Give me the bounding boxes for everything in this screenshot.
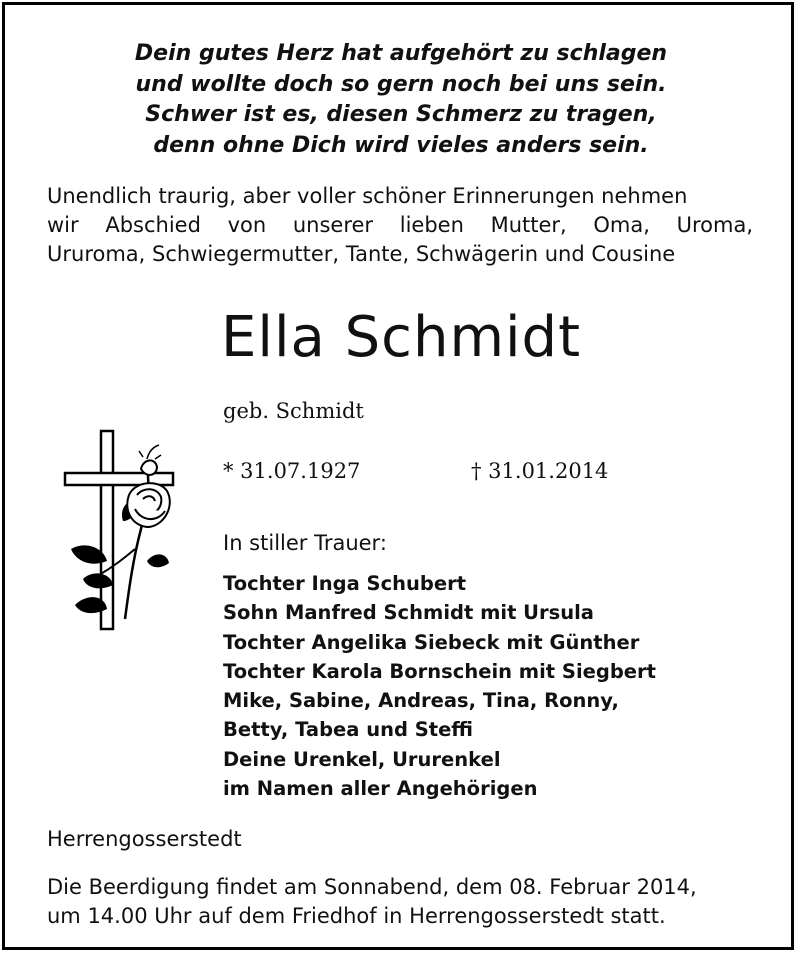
poem	[5, 39, 797, 161]
mourner-line: Tochter Angelika Siebeck mit Günther	[223, 630, 640, 654]
cross-with-rose-icon	[63, 429, 183, 635]
birth-date: * 31.07.1927	[223, 459, 361, 483]
mourner-line: Tochter Karola Bornschein mit Siegbert	[223, 659, 656, 683]
funeral-line: um 14.00 Uhr auf dem Friedhof in Herrengosserstedt statt.	[47, 904, 666, 928]
intro-line: Unendlich traurig, aber voller schöner Erinnerungen nehmen	[47, 184, 688, 208]
maiden-name: geb. Schmidt	[223, 399, 364, 423]
mourner-line: Tochter Inga Schubert	[223, 572, 467, 595]
funeral-notice	[47, 873, 697, 931]
intro-line: wir Abschied von unserer lieben Mutter, Oma, Uroma,	[47, 213, 753, 237]
intro-line: Ururoma, Schwiegermutter, Tante, Schwägerin und Cousine	[47, 242, 676, 266]
poem-line: Schwer ist es, diesen Schmerz zu tragen,	[145, 102, 657, 127]
mourner-line: im Namen aller Angehörigen	[223, 777, 538, 801]
mourning-heading: In stiller Trauer:	[223, 531, 387, 555]
obituary-frame	[2, 2, 794, 950]
deceased-name: Ella Schmidt	[221, 305, 582, 370]
mourners-list	[223, 569, 656, 803]
mourner-line: Betty, Tabea und Steffi	[223, 718, 474, 742]
funeral-line: Die Beerdigung findet am Sonnabend, dem 08. Februar 2014,	[47, 875, 697, 899]
mourner-line: Deine Urenkel, Ururenkel	[223, 747, 501, 771]
mourner-line: Sohn Manfred Schmidt mit Ursula	[223, 601, 594, 625]
poem-line: und wollte doch so gern noch bei uns sein.	[135, 71, 667, 97]
intro-text	[47, 182, 753, 269]
mourner-line: Mike, Sabine, Andreas, Tina, Ronny,	[223, 689, 619, 713]
death-date: † 31.01.2014	[471, 459, 609, 483]
poem-line: denn ohne Dich wird vieles anders sein.	[153, 132, 649, 158]
place-name: Herrengosserstedt	[47, 827, 242, 851]
poem-line: Dein gutes Herz hat aufgehört zu schlagen	[134, 41, 668, 66]
